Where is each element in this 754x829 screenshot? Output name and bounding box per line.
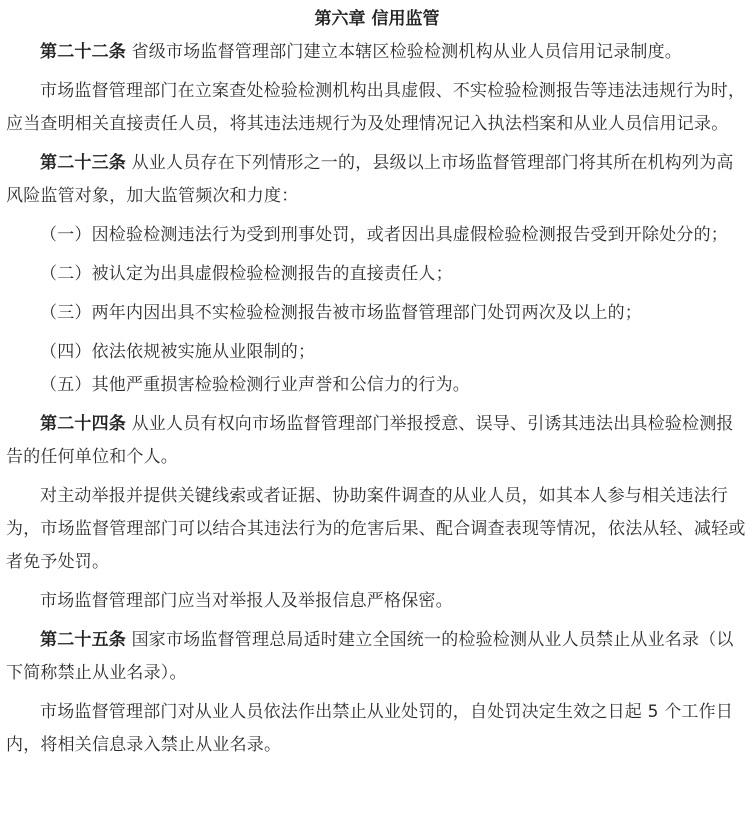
article-22-label: 第二十二条 (40, 42, 126, 62)
article-23-item-2: （二）被认定为出具虚假检验检测报告的直接责任人； (40, 264, 453, 284)
article-22-text-1: 省级市场监督管理部门建立本辖区检验检测机构从业人员信用记录制度。 (126, 42, 683, 62)
article-24-text-1: 从业人员有权向市场监督管理部门举报授意、误导、引诱其违法出具检验检测报告的任何单位和个人。 (6, 414, 734, 467)
article-23-item-4: （四）依法依规被实施从业限制的； (40, 342, 316, 362)
article-23-item-1: （一）因检验检测违法行为受到刑事处罚，或者因出具虚假检验检测报告受到开除处分的； (40, 225, 728, 245)
article-23-text-1: 从业人员存在下列情形之一的，县级以上市场监督管理部门将其所在机构列为高风险监管对象，加大监管频次和力度： (6, 153, 734, 206)
article-25-paragraph-1 (6, 624, 748, 690)
article-25-paragraph-2: 市场监督管理部门对从业人员依法作出禁止从业处罚的，自处罚决定生效之日起 5 个工作日内，将相关信息录入禁止从业名录。 (6, 702, 734, 755)
article-22-paragraph-2: 市场监督管理部门在立案查处检验检测机构出具虚假、不实检验检测报告等违法违规行为时，应当查明相关直接责任人员，将其违法违规行为及处理情况记入执法档案和从业人员信用记录。 (6, 81, 746, 134)
article-25-label: 第二十五条 (40, 630, 126, 650)
article-25-text-1: 国家市场监督管理总局适时建立全国统一的检验检测从业人员禁止从业名录（以下简称禁止从业名录）。 (6, 630, 734, 683)
article-24-paragraph-3: 市场监督管理部门应当对举报人及举报信息严格保密。 (40, 591, 453, 611)
article-23-paragraph-1 (6, 147, 748, 213)
article-24-paragraph-2: 对主动举报并提供关键线索或者证据、协助案件调查的从业人员，如其本人参与相关违法行为，市场监督管理部门可以结合其违法行为的危害后果、配合调查表现等情况，依法从轻、减轻或者免予处罚。 (6, 486, 746, 572)
article-23-item-5: （五）其他严重损害检验检测行业声誉和公信力的行为。 (40, 375, 470, 395)
article-22-paragraph-1 (6, 36, 748, 69)
article-23-item-3: （三）两年内因出具不实检验检测报告被市场监督管理部门处罚两次及以上的； (40, 303, 642, 323)
article-23-label: 第二十三条 (40, 153, 126, 173)
chapter-title: 第六章 信用监管 (314, 9, 440, 29)
article-24-label: 第二十四条 (40, 414, 126, 434)
article-24-paragraph-1 (6, 408, 748, 474)
